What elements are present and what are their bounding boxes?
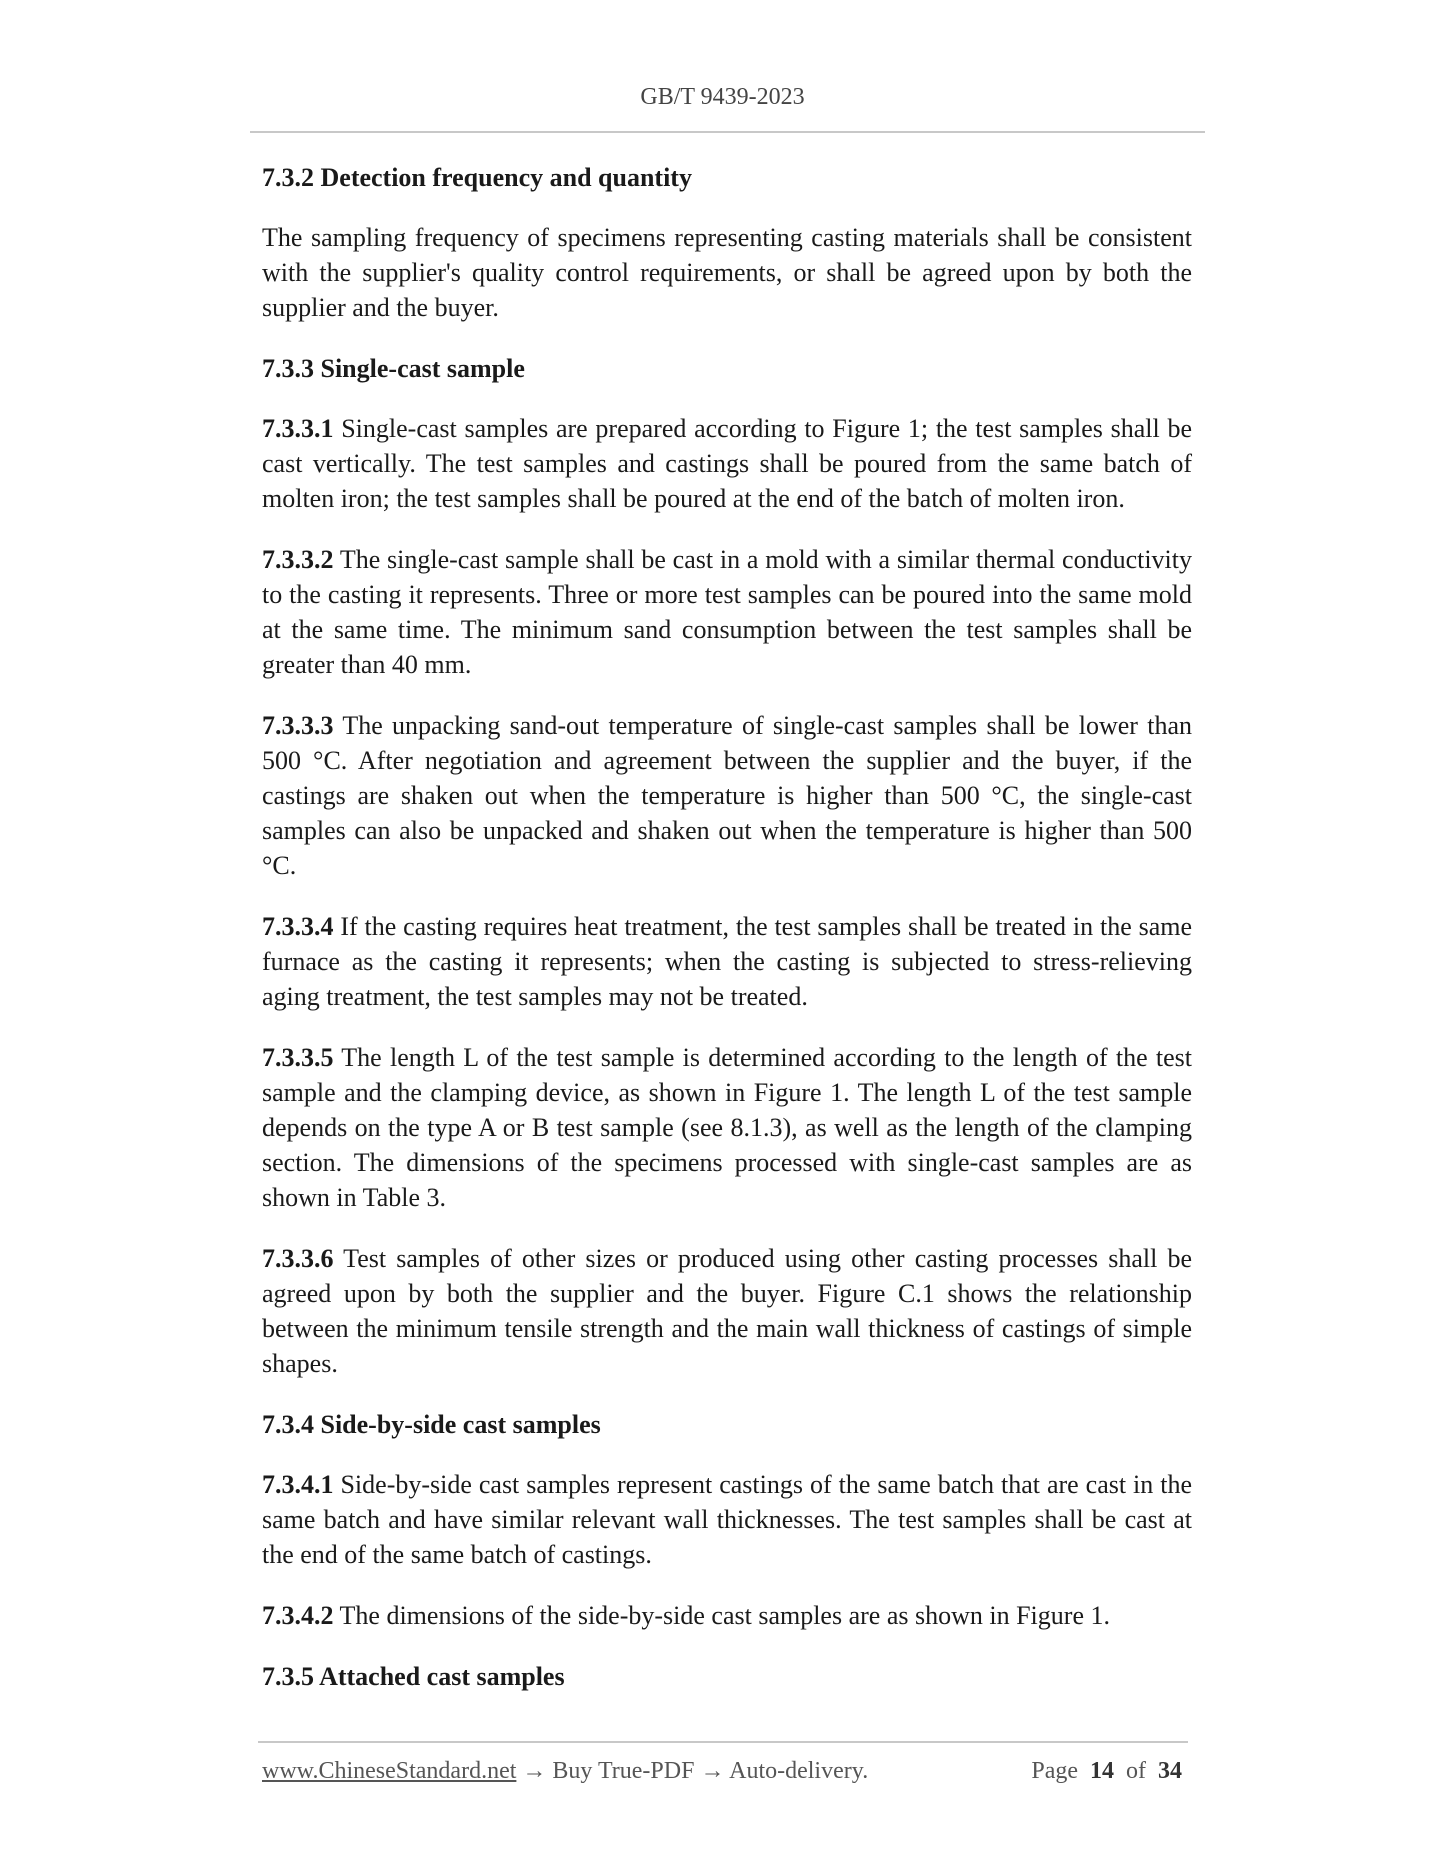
clause-text: The dimensions of the side-by-side cast samples are as shown in Figure 1. xyxy=(333,1601,1110,1630)
clause-number: 7.3.4.2 xyxy=(262,1601,334,1630)
clause-number: 7.3.3.1 xyxy=(262,414,334,443)
header-divider xyxy=(250,131,1205,133)
section-heading-7-3-2: 7.3.2 Detection frequency and quantity xyxy=(262,163,692,192)
clause-number: 7.3.3.4 xyxy=(262,912,334,941)
paragraph-7-3-3-3 xyxy=(262,708,1192,883)
document-body xyxy=(262,160,1192,1719)
page-total: 34 xyxy=(1158,1758,1182,1784)
footer-left xyxy=(262,1758,868,1785)
footer-divider xyxy=(258,1741,1188,1743)
paragraph-7-3-3-2 xyxy=(262,542,1192,682)
clause-text: If the casting requires heat treatment, the test samples shall be treated in the same furnace as the casting it represents; when the casting is subjected to stress-relieving aging treatment, the test samples may not be treated. xyxy=(262,912,1192,1011)
footer-tagline: → Buy True-PDF → Auto-delivery. xyxy=(516,1758,869,1784)
page-current: 14 xyxy=(1090,1758,1114,1784)
clause-number: 7.3.3.5 xyxy=(262,1043,334,1072)
page-number xyxy=(1031,1758,1182,1785)
clause-number: 7.3.3.3 xyxy=(262,711,334,740)
page-label: Page xyxy=(1031,1758,1078,1784)
page-of: of xyxy=(1126,1758,1146,1784)
section-heading-7-3-4: 7.3.4 Side-by-side cast samples xyxy=(262,1410,601,1439)
clause-number: 7.3.3.2 xyxy=(262,545,334,574)
section-heading-7-3-3: 7.3.3 Single-cast sample xyxy=(262,354,525,383)
clause-text: Single-cast samples are prepared according to Figure 1; the test samples shall be cast vertically. The test samples and castings shall be poured from the same batch of molten iron; the test samples shall be poured at the end of the batch of molten iron. xyxy=(262,414,1192,513)
clause-number: 7.3.3.6 xyxy=(262,1244,334,1273)
paragraph-7-3-3-1 xyxy=(262,411,1192,516)
clause-text: Side-by-side cast samples represent castings of the same batch that are cast in the same batch and have similar relevant wall thicknesses. The test samples shall be cast at the end of the same batch of castings. xyxy=(262,1470,1192,1569)
paragraph-7-3-3-5 xyxy=(262,1040,1192,1215)
paragraph-7-3-3-6 xyxy=(262,1241,1192,1381)
clause-text: The single-cast sample shall be cast in a mold with a similar thermal conductivity to the casting it represents. Three or more test samples can be poured into the same mold at the same time. The minimum sand consumption between the test samples shall be greater than 40 mm. xyxy=(262,545,1192,679)
clause-text: Test samples of other sizes or produced using other casting processes shall be agreed upon by both the supplier and the buyer. Figure C.1 shows the relationship between the minimum tensile strength and the main wall thickness of castings of simple shapes. xyxy=(262,1244,1192,1378)
clause-number: 7.3.4.1 xyxy=(262,1470,334,1499)
paragraph-7-3-3-4 xyxy=(262,909,1192,1014)
clause-text: The unpacking sand-out temperature of single-cast samples shall be lower than 500 °C. After negotiation and agreement between the supplier and the buyer, if the castings are shaken out when the temperature is higher than 500 °C, the single-cast samples can also be unpacked and shaken out when the temperature is higher than 500 °C. xyxy=(262,711,1192,880)
site-link[interactable]: www.ChineseStandard.net xyxy=(262,1758,517,1784)
paragraph-7-3-4-2 xyxy=(262,1598,1192,1633)
section-heading-7-3-5: 7.3.5 Attached cast samples xyxy=(262,1662,565,1691)
page-footer xyxy=(262,1758,1182,1785)
paragraph-7-3-4-1 xyxy=(262,1467,1192,1572)
clause-text: The length L of the test sample is determined according to the length of the test sample and the clamping device, as shown in Figure 1. The length L of the test sample depends on the type A or B test sample (see 8.1.3), as well as the length of the clamping section. The dimensions of the specimens processed with single-cast samples are as shown in Table 3. xyxy=(262,1043,1192,1212)
running-header: GB/T 9439-2023 xyxy=(640,84,805,110)
paragraph-7-3-2: The sampling frequency of specimens representing casting materials shall be consistent with the supplier's quality control requirements, or shall be agreed upon by both the supplier and the buyer. xyxy=(262,223,1192,322)
